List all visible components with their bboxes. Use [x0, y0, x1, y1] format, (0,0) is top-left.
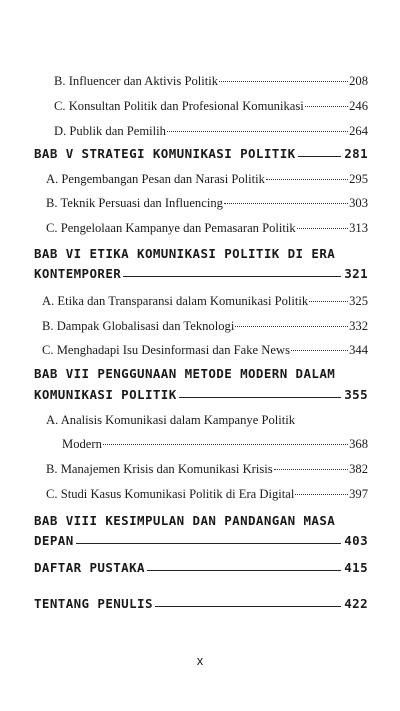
toc-entry[interactable] — [46, 487, 368, 502]
chapter-title: TENTANG PENULIS — [34, 596, 153, 611]
dot-leader — [305, 106, 348, 107]
toc-entry-page: 368 — [349, 437, 368, 451]
toc-entry-title: C. Konsultan Politik dan Profesional Komunikasi — [54, 99, 304, 113]
dot-leader — [224, 203, 348, 204]
chapter-heading[interactable] — [34, 387, 368, 402]
toc-entry[interactable] — [46, 221, 368, 236]
dot-leader — [295, 494, 348, 495]
leader-line — [147, 570, 341, 571]
leader-line — [123, 276, 341, 277]
toc-entry-page: 397 — [349, 487, 368, 501]
dot-leader — [309, 301, 348, 302]
dot-leader — [219, 81, 348, 82]
toc-entry-title: C. Menghadapi Isu Desinformasi dan Fake News — [42, 343, 290, 357]
toc-entry-title: B. Influencer dan Aktivis Politik — [54, 74, 219, 88]
chapter-page: 422 — [344, 596, 368, 611]
chapter-title-line1[interactable]: BAB VI ETIKA KOMUNIKASI POLITIK DI ERA — [34, 246, 336, 261]
toc-entry-page: 344 — [349, 343, 368, 357]
chapter-title-line1[interactable]: BAB VIII KESIMPULAN DAN PANDANGAN MASA — [34, 513, 336, 528]
toc-entry-page: 264 — [349, 124, 368, 138]
leader-line — [179, 397, 342, 398]
toc-entry-title: B. Manajemen Krisis dan Komunikasi Krisis — [46, 462, 273, 476]
toc-entry-page: 332 — [349, 319, 368, 333]
dot-leader — [274, 469, 348, 470]
dot-leader — [297, 228, 348, 229]
toc-entry-title-line1[interactable]: A. Analisis Komunikasi dalam Kampanye Politik — [46, 413, 296, 427]
leader-line — [155, 606, 341, 607]
dot-leader — [291, 350, 348, 351]
chapter-heading[interactable] — [34, 533, 368, 548]
toc-entry[interactable] — [42, 319, 368, 334]
dot-leader — [266, 179, 348, 180]
chapter-page: 403 — [344, 533, 368, 548]
page-number: x — [196, 653, 204, 668]
toc-entry-page: 303 — [349, 196, 368, 210]
toc-entry[interactable] — [46, 196, 368, 211]
toc-entry[interactable] — [62, 437, 368, 452]
chapter-page: 415 — [344, 560, 368, 575]
toc-entry-page: 295 — [349, 172, 368, 186]
chapter-title: DEPAN — [34, 533, 74, 548]
toc-entry[interactable] — [42, 343, 368, 358]
toc-entry[interactable] — [46, 462, 368, 477]
dot-leader — [103, 444, 348, 445]
toc-entry[interactable] — [42, 294, 368, 309]
chapter-heading[interactable] — [34, 596, 368, 611]
dot-leader — [167, 131, 348, 132]
toc-entry-title: B. Teknik Persuasi dan Influencing — [46, 196, 223, 210]
chapter-title: KONTEMPORER — [34, 266, 122, 281]
toc-entry-title: A. Etika dan Transparansi dalam Komunikasi Politik — [42, 294, 309, 308]
leader-line — [76, 543, 342, 544]
toc-entry-page: 246 — [349, 99, 368, 113]
chapter-heading[interactable] — [34, 560, 368, 575]
chapter-title: BAB V STRATEGI KOMUNIKASI POLITIK — [34, 146, 296, 161]
chapter-page: 355 — [344, 387, 368, 402]
chapter-title-line1[interactable]: BAB VII PENGGUNAAN METODE MODERN DALAM — [34, 366, 336, 381]
toc-entry[interactable] — [46, 172, 368, 187]
chapter-page: 321 — [344, 266, 368, 281]
toc-entry-page: 325 — [349, 294, 368, 308]
chapter-title: KOMUNIKASI POLITIK — [34, 387, 177, 402]
toc-entry[interactable] — [54, 124, 368, 139]
toc-entry-title: B. Dampak Globalisasi dan Teknologi — [42, 319, 235, 333]
toc-entry-title: C. Pengelolaan Kampanye dan Pemasaran Politik — [46, 221, 296, 235]
toc-entry-title: D. Publik dan Pemilih — [54, 124, 166, 138]
dot-leader — [235, 326, 348, 327]
toc-entry[interactable] — [54, 99, 368, 114]
toc-entry[interactable] — [54, 74, 368, 89]
toc-entry-title: C. Studi Kasus Komunikasi Politik di Era Digital — [46, 487, 295, 501]
chapter-heading[interactable] — [34, 146, 368, 161]
chapter-page: 281 — [344, 146, 368, 161]
toc-entry-page: 382 — [349, 462, 368, 476]
toc-entry-page: 208 — [349, 74, 368, 88]
toc-entry-page: 313 — [349, 221, 368, 235]
chapter-title: DAFTAR PUSTAKA — [34, 560, 145, 575]
toc-entry-title: Modern — [62, 437, 102, 451]
toc-entry-title: A. Pengembangan Pesan dan Narasi Politik — [46, 172, 265, 186]
chapter-heading[interactable] — [34, 266, 368, 281]
leader-line — [298, 156, 342, 157]
